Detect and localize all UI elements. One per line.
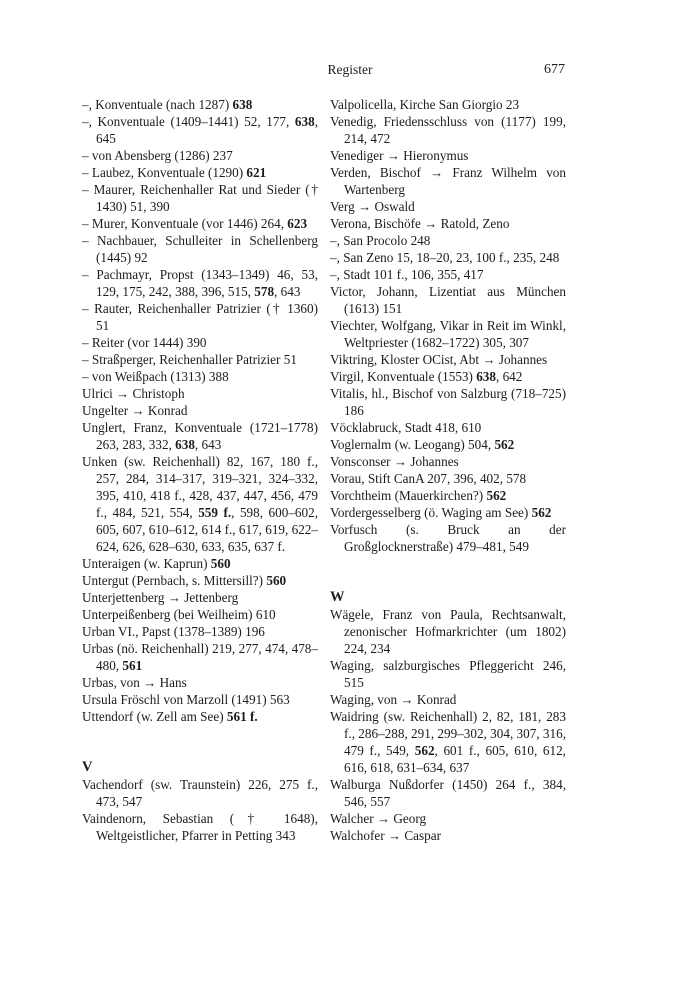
entry-text: Waidring (sw. Reichenhall) 2, 82, 181, 283 f., 286–288, 291, 299–302, 304, 307, 316, 479 f., 549, [330, 709, 566, 758]
index-entry [330, 385, 566, 419]
entry-text: , 598, 600–602, 605, 607, 610–612, 614 f., 617, 619, 622–624, 626, 628–630, 633, 635, 637 f. [96, 505, 318, 554]
index-entry [82, 385, 318, 402]
entry-text: Venedig, Friedensschluss von (1177) 199, 214, 472 [330, 114, 566, 146]
index-entry [330, 164, 566, 198]
entry-text: Walcher → Georg [330, 811, 427, 826]
index-entry [82, 164, 318, 181]
entry-text: – von Abensberg (1286) 237 [82, 148, 233, 163]
index-entry [330, 419, 566, 436]
index-entry [82, 147, 318, 164]
index-entry [330, 827, 566, 844]
page-ref-bold: 578 [254, 284, 275, 299]
index-entry [330, 470, 566, 487]
entry-text: – Nachbauer, Schulleiter in Schellenberg (1445) 92 [82, 233, 318, 265]
index-entry [82, 691, 318, 708]
entry-text: Waging, von → Konrad [330, 692, 457, 707]
entry-text: Viktring, Kloster OCist, Abt → Johannes [330, 352, 548, 367]
entry-text: Waging, salzburgisches Pfleggericht 246, 515 [330, 658, 566, 690]
page-ref-bold: 638 [476, 369, 496, 384]
entry-text: Viechter, Wolfgang, Vikar in Reit im Winkl, Weltpriester (1682–1722) 305, 307 [330, 318, 566, 350]
entry-text: Verg → Oswald [330, 199, 415, 214]
index-entry [82, 708, 318, 725]
index-column-right [330, 96, 566, 844]
entry-text: – Rauter, Reichenhaller Patrizier († 1360) 51 [82, 301, 318, 333]
index-entry [82, 606, 318, 623]
entry-text: –, Konventuale (nach 1287) [82, 97, 233, 112]
index-entry [330, 113, 566, 147]
entry-text: , 643 [274, 284, 301, 299]
index-entry [330, 368, 566, 385]
entry-text: Ulrici → Christoph [82, 386, 185, 401]
index-entry [82, 776, 318, 810]
entry-text: Urban VI., Papst (1378–1389) 196 [82, 624, 265, 639]
page-number: 677 [544, 62, 565, 77]
entry-text: Walburga Nußdorfer (1450) 264 f., 384, 546, 557 [330, 777, 566, 809]
entry-text: Vorchtheim (Mauerkirchen?) [330, 488, 487, 503]
entry-text: Vachendorf (sw. Traunstein) 226, 275 f., 473, 547 [82, 777, 318, 809]
entry-text: – Murer, Konventuale (vor 1446) 264, [82, 216, 288, 231]
index-entry [330, 351, 566, 368]
index-entry [330, 606, 566, 657]
index-entry [330, 96, 566, 113]
page-ref-bold: 559 f. [198, 505, 232, 520]
index-entry [330, 232, 566, 249]
index-entry [82, 674, 318, 691]
entry-text: Ungelter → Konrad [82, 403, 188, 418]
index-column-left [82, 96, 318, 844]
index-entry [82, 810, 318, 844]
entry-text: Uttendorf (w. Zell am See) [82, 709, 227, 724]
index-entry [330, 708, 566, 776]
index-entry [82, 589, 318, 606]
entry-text: Urbas, von → Hans [82, 675, 187, 690]
entry-text: Walchofer → Caspar [330, 828, 441, 843]
section-spacer [82, 725, 318, 742]
page-ref-bold: 638 [175, 437, 195, 452]
index-entry [82, 334, 318, 351]
entry-text: – von Weißpach (1313) 388 [82, 369, 229, 384]
entry-text: – Reiter (vor 1444) 390 [82, 335, 207, 350]
page-ref-bold: 561 [122, 658, 143, 673]
entry-text: Vaindenorn, Sebastian († 1648), Weltgeistlicher, Pfarrer in Petting 343 [82, 811, 318, 843]
entry-text: Victor, Johann, Lizentiat aus München (1613) 151 [330, 284, 566, 316]
index-entry [82, 266, 318, 300]
entry-text: Ursula Fröschl von Marzoll (1491) 563 [82, 692, 290, 707]
entry-text: Venediger → Hieronymus [330, 148, 469, 163]
page-ref-bold: 623 [287, 216, 308, 231]
index-entry [330, 147, 566, 164]
index-entry [330, 317, 566, 351]
index-entry [330, 504, 566, 521]
index-entry [82, 351, 318, 368]
page-ref-bold: 621 [246, 165, 267, 180]
entry-text: – Maurer, Reichenhaller Rat und Sieder († 1430) 51, 390 [82, 182, 318, 214]
entry-text: Virgil, Konventuale (1553) [330, 369, 477, 384]
entry-text: – Laubez, Konventuale (1290) [82, 165, 247, 180]
index-entry [82, 640, 318, 674]
index-entry [82, 555, 318, 572]
entry-text: –, San Procolo 248 [330, 233, 431, 248]
entry-text: Vöcklabruck, Stadt 418, 610 [330, 420, 482, 435]
entry-text: , 601 f., 605, 610, 612, 616, 618, 631–634, 637 [344, 743, 566, 775]
entry-text: Unteraigen (w. Kaprun) [82, 556, 211, 571]
entry-text: Unken (sw. Reichenhall) 82, 167, 180 f., 257, 284, 314–317, 319–321, 324–332, 395, 410, 418 f., 428, 437, 447, 456, 479 f., 484, 521, 554, [82, 454, 318, 520]
entry-text: Untergut (Pernbach, s. Mittersill?) [82, 573, 267, 588]
page-ref-bold: 562 [494, 437, 515, 452]
entry-text: , 643 [194, 437, 222, 452]
entry-text: Vitalis, hl., Bischof von Salzburg (718–725) 186 [330, 386, 566, 418]
page-ref-bold: 560 [210, 556, 231, 571]
section-letter: W [330, 589, 345, 605]
page-ref-bold: 560 [266, 573, 287, 588]
page-ref-bold: 638 [294, 114, 315, 129]
entry-text: Verden, Bischof → Franz Wilhelm von Wartenberg [330, 165, 566, 197]
entry-text: Unterpeißenberg (bei Weilheim) 610 [82, 607, 276, 622]
index-entry [82, 215, 318, 232]
page-ref-bold: 562 [414, 743, 435, 758]
entry-text: , 642 [495, 369, 523, 384]
page-ref-bold: 562 [486, 488, 507, 503]
index-entry [330, 487, 566, 504]
entry-text: Unglert, Franz, Konventuale (1721–1778) 263, 283, 332, [82, 420, 318, 452]
page-ref-bold: 638 [232, 97, 253, 112]
index-entry [330, 691, 566, 708]
index-entry [82, 300, 318, 334]
index-entry [330, 810, 566, 827]
entry-text: – Straßperger, Reichenhaller Patrizier 51 [82, 352, 297, 367]
index-entry [82, 113, 318, 147]
index-entry [82, 232, 318, 266]
entry-text: Wägele, Franz von Paula, Rechtsanwalt, zenonischer Hofmarkrichter (um 1802) 224, 234 [330, 607, 566, 656]
entry-text: –, Konventuale (1409–1441) 52, 177, [82, 114, 295, 129]
index-entry [330, 198, 566, 215]
index-entry [330, 215, 566, 232]
entry-text: Voglernalm (w. Leogang) 504, [330, 437, 495, 452]
index-entry [330, 521, 566, 555]
index-entry [330, 266, 566, 283]
index-entry [82, 181, 318, 215]
index-entry [330, 283, 566, 317]
index-entry [82, 402, 318, 419]
section-letter: V [82, 759, 93, 775]
index-entry [330, 453, 566, 470]
section-spacer [330, 555, 566, 572]
page-ref-bold: 561 f. [226, 709, 258, 724]
entry-text: Urbas (nö. Reichenhall) 219, 277, 474, 478–480, [82, 641, 318, 673]
entry-text: Vorau, Stift CanA 207, 396, 402, 578 [330, 471, 527, 486]
section-spacer [330, 572, 566, 589]
running-title: Register [327, 62, 373, 77]
section-spacer [82, 742, 318, 759]
entry-text: Vordergesselberg (ö. Waging am See) [330, 505, 532, 520]
index-entry [82, 419, 318, 453]
index-entry [330, 436, 566, 453]
index-entry [82, 623, 318, 640]
index-entry [330, 776, 566, 810]
entry-text: Unterjettenberg → Jettenberg [82, 590, 239, 605]
index-entry [82, 572, 318, 589]
entry-text: –, San Zeno 15, 18–20, 23, 100 f., 235, 248 [330, 250, 560, 265]
entry-text: Valpolicella, Kirche San Giorgio 23 [330, 97, 520, 112]
entry-text: Vorfusch (s. Bruck an der Großglocknerstraße) 479–481, 549 [330, 522, 566, 554]
page-ref-bold: 562 [531, 505, 552, 520]
index-entry [330, 249, 566, 266]
index-entry [82, 368, 318, 385]
entry-text: Verona, Bischöfe → Ratold, Zeno [330, 216, 510, 231]
entry-text: Vonsconser → Johannes [330, 454, 459, 469]
index-entry [82, 453, 318, 555]
entry-text: – Pachmayr, Propst (1343–1349) 46, 53, 129, 175, 242, 388, 396, 515, [82, 267, 318, 299]
entry-text: , 645 [96, 114, 318, 146]
entry-text: –, Stadt 101 f., 106, 355, 417 [330, 267, 484, 282]
index-entry [82, 96, 318, 113]
index-entry [330, 657, 566, 691]
